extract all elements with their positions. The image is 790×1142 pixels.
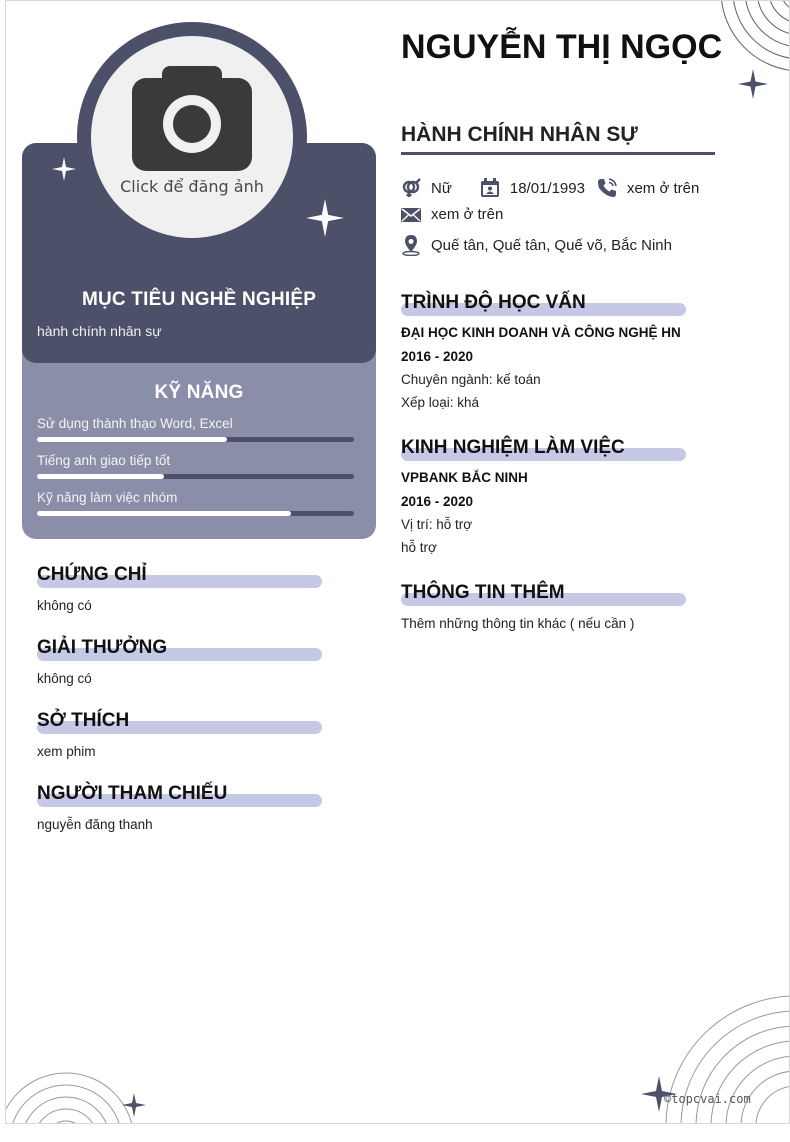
experience-period: 2016 - 2020 bbox=[401, 494, 474, 509]
sparkle-icon bbox=[122, 1093, 146, 1117]
sparkle-icon bbox=[306, 199, 344, 237]
cv-page bbox=[5, 0, 790, 1124]
sparkle-icon bbox=[52, 157, 76, 181]
candidate-name: NGUYỄN THỊ NGỌC bbox=[401, 28, 723, 66]
phone-icon bbox=[597, 178, 617, 198]
skill-label: Tiếng anh giao tiếp tốt bbox=[37, 453, 171, 468]
certificates-title: CHỨNG CHỈ bbox=[37, 564, 147, 585]
career-goal-title: MỤC TIÊU NGHỀ NGHIỆP bbox=[81, 289, 317, 310]
phone-value: xem ở trên bbox=[626, 179, 700, 197]
additional-text: Thêm những thông tin khác ( nếu cần ) bbox=[401, 616, 635, 631]
skills-title: KỸ NĂNG bbox=[154, 382, 244, 403]
photo-placeholder-text: Click để đăng ảnh bbox=[120, 177, 264, 196]
calendar-icon bbox=[480, 178, 500, 198]
skill-bar bbox=[37, 474, 354, 479]
career-goal-text: hành chính nhân sự bbox=[37, 323, 162, 339]
hobbies-text: xem phim bbox=[37, 744, 96, 759]
email-icon bbox=[401, 207, 421, 223]
experience-title: KINH NGHIỆM LÀM VIỆC bbox=[401, 437, 625, 458]
additional-title: THÔNG TIN THÊM bbox=[401, 582, 565, 603]
gender-icon bbox=[401, 178, 421, 198]
education-school: ĐẠI HỌC KINH DOANH VÀ CÔNG NGHỆ HN bbox=[401, 325, 681, 340]
address-item bbox=[401, 234, 672, 256]
phone-item bbox=[597, 178, 699, 198]
email-row bbox=[401, 206, 515, 223]
education-title: TRÌNH ĐỘ HỌC VẤN bbox=[401, 292, 586, 313]
experience-role: Vị trí: hỗ trợ bbox=[401, 517, 473, 532]
avatar-upload[interactable] bbox=[91, 36, 293, 238]
skill-bar bbox=[37, 437, 354, 442]
email-value: xem ở trên bbox=[431, 206, 504, 223]
education-grade: Xếp loại: khá bbox=[401, 395, 480, 410]
address-value: Quế tân, Quế tân, Quế võ, Bắc Ninh bbox=[431, 236, 672, 254]
awards-title: GIẢI THƯỞNG bbox=[37, 637, 168, 658]
email-item bbox=[401, 206, 503, 223]
birthday-value: 18/01/1993 bbox=[509, 179, 585, 197]
skill-bar bbox=[37, 511, 354, 516]
decor-rings-bottom-left bbox=[6, 1066, 136, 1124]
gender-item bbox=[401, 178, 452, 198]
hobbies-title: SỞ THÍCH bbox=[37, 710, 130, 731]
gender-value: Nữ bbox=[431, 179, 452, 197]
references-title: NGƯỜI THAM CHIẾU bbox=[37, 783, 228, 804]
skill-label: Sử dụng thành thạo Word, Excel bbox=[37, 416, 233, 431]
education-major: Chuyên ngành: kế toán bbox=[401, 372, 541, 387]
location-pin-icon bbox=[401, 234, 421, 256]
address-row bbox=[401, 234, 684, 256]
contact-row bbox=[401, 178, 711, 198]
camera-icon bbox=[132, 66, 252, 171]
skill-label: Kỹ năng làm việc nhóm bbox=[37, 490, 178, 505]
watermark: ©topcvai.com bbox=[664, 1092, 751, 1106]
education-period: 2016 - 2020 bbox=[401, 349, 474, 364]
birthday-item bbox=[480, 178, 585, 198]
experience-description: hỗ trợ bbox=[401, 540, 437, 555]
position-underline bbox=[401, 152, 715, 155]
awards-text: không có bbox=[37, 671, 92, 686]
references-text: nguyễn đăng thanh bbox=[37, 817, 153, 832]
certificates-text: không có bbox=[37, 598, 92, 613]
sparkle-icon bbox=[738, 69, 768, 99]
experience-company: VPBANK BẮC NINH bbox=[401, 470, 528, 485]
candidate-position: HÀNH CHÍNH NHÂN SỰ bbox=[401, 123, 638, 146]
